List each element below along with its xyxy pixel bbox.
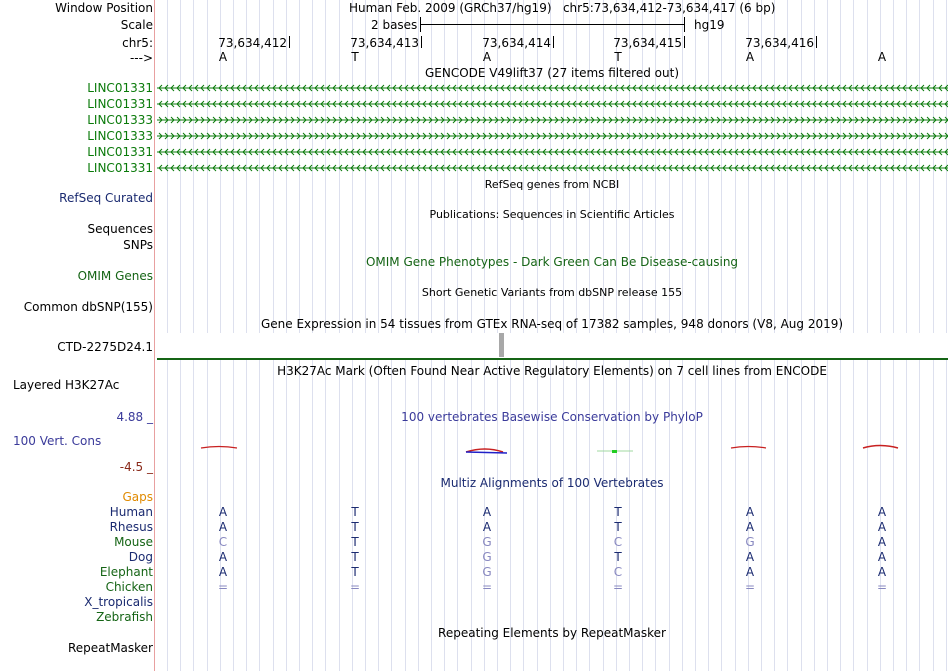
multiz-aligned-base: A (218, 565, 228, 579)
multiz-aligned-base: A (218, 520, 228, 534)
multiz-species-label[interactable]: Dog (128, 550, 153, 564)
gencode-transcript-label[interactable]: LINC01331 (87, 161, 153, 175)
ruler-tick (553, 36, 554, 48)
multiz-aligned-base: A (218, 550, 228, 564)
multiz-aligned-base: A (877, 565, 887, 579)
assembly-label: hg19 (694, 18, 725, 32)
multiz-aligned-base: = (876, 580, 888, 594)
chromosome-label: chr5: (122, 36, 153, 50)
window-position-value[interactable]: Human Feb. 2009 (GRCh37/hg19) chr5:73,634,412-73,634,417 (6 bp) (349, 1, 776, 15)
multiz-aligned-base: T (351, 520, 359, 534)
ruler-tick (684, 36, 685, 48)
gencode-transcript-feature[interactable] (157, 98, 948, 110)
scale-bar-left-cap (420, 17, 421, 32)
gtex-track-area[interactable] (157, 333, 948, 359)
multiz-species-label[interactable]: X_tropicalis (84, 595, 153, 609)
multiz-aligned-base: = (481, 580, 493, 594)
phylop-peak-2-low (466, 452, 507, 453)
multiz-aligned-base: A (482, 520, 492, 534)
multiz-species-label[interactable]: Rhesus (109, 520, 153, 534)
multiz-aligned-base: T (614, 520, 622, 534)
multiz-species-label[interactable]: Human (109, 505, 153, 519)
multiz-species-label[interactable]: Chicken (105, 580, 153, 594)
gencode-transcript-label[interactable]: LINC01333 (87, 129, 153, 143)
ruler-coordinate: 73,634,415 (613, 36, 682, 50)
dbsnp-track-title: Short Genetic Variants from dbSNP release 155 (421, 286, 683, 299)
multiz-aligned-base: A (877, 505, 887, 519)
multiz-aligned-base: G (745, 535, 755, 549)
reference-base: A (218, 50, 228, 64)
multiz-track-title: Multiz Alignments of 100 Vertebrates (440, 476, 664, 490)
multiz-aligned-base: T (351, 550, 359, 564)
phylop-track-title: 100 vertebrates Basewise Conservation by PhyloP (401, 410, 703, 424)
multiz-aligned-base: A (745, 565, 755, 579)
scale-label: Scale (120, 18, 153, 32)
multiz-aligned-base: = (744, 580, 756, 594)
multiz-aligned-base: A (877, 550, 887, 564)
multiz-aligned-base: = (612, 580, 624, 594)
multiz-aligned-base: T (351, 565, 359, 579)
multiz-gaps-label[interactable]: Gaps (122, 490, 153, 504)
multiz-aligned-base: G (482, 550, 492, 564)
gencode-transcript-feature[interactable] (157, 114, 948, 126)
gencode-transcript-label[interactable]: LINC01331 (87, 145, 153, 159)
ruler-coordinate: 73,634,414 (482, 36, 551, 50)
multiz-aligned-base: A (482, 505, 492, 519)
gencode-transcript-feature[interactable] (157, 130, 948, 142)
multiz-aligned-base: C (613, 565, 623, 579)
ruler-coordinate: 73,634,413 (350, 36, 419, 50)
gencode-track-title: GENCODE V49lift37 (27 items filtered out) (424, 66, 680, 80)
dbsnp-track-label[interactable]: Common dbSNP(155) (23, 300, 153, 314)
multiz-aligned-base: = (217, 580, 229, 594)
gencode-transcript-label[interactable]: LINC01331 (87, 97, 153, 111)
multiz-aligned-base: A (877, 520, 887, 534)
phylop-min-label: -4.5 _ (119, 460, 153, 474)
strand-label: ---> (129, 51, 153, 65)
multiz-aligned-base: C (218, 535, 228, 549)
gtex-track-title: Gene Expression in 54 tissues from GTEx RNA-seq of 17382 samples, 948 donors (V8, Aug 2019) (260, 317, 844, 331)
multiz-aligned-base: A (745, 550, 755, 564)
multiz-aligned-base: T (614, 505, 622, 519)
multiz-aligned-base: A (877, 535, 887, 549)
repeatmasker-track-title: Repeating Elements by RepeatMasker (438, 626, 666, 640)
multiz-species-label[interactable]: Elephant (99, 565, 153, 579)
gencode-transcript-label[interactable]: LINC01331 (87, 81, 153, 95)
label-separator (154, 0, 155, 671)
refseq-track-title: RefSeq genes from NCBI (484, 178, 620, 191)
snps-track-label[interactable]: SNPs (123, 238, 153, 252)
ruler-tick (421, 36, 422, 48)
reference-base: A (745, 50, 755, 64)
gtex-baseline (157, 358, 948, 360)
reference-base: A (877, 50, 887, 64)
reference-base: A (482, 50, 492, 64)
gencode-transcript-feature[interactable] (157, 162, 948, 174)
reference-base: T (614, 50, 622, 64)
window-position-label: Window Position (55, 1, 153, 15)
multiz-aligned-base: A (745, 505, 755, 519)
multiz-aligned-base: G (482, 565, 492, 579)
multiz-species-label[interactable]: Mouse (114, 535, 153, 549)
repeatmasker-track-label[interactable]: RepeatMasker (67, 641, 153, 655)
multiz-aligned-base: G (482, 535, 492, 549)
multiz-aligned-base: A (745, 520, 755, 534)
omim-track-title: OMIM Gene Phenotypes - Dark Green Can Be Disease-causing (365, 255, 739, 269)
gtex-gene-marker[interactable] (499, 333, 504, 357)
phylop-track-label[interactable]: 100 Vert. Cons (13, 434, 102, 448)
multiz-aligned-base: T (351, 535, 359, 549)
h3k27ac-track-label[interactable]: Layered H3K27Ac (13, 378, 120, 392)
gencode-transcript-feature[interactable] (157, 146, 948, 158)
multiz-aligned-base: T (614, 550, 622, 564)
omim-track-label[interactable]: OMIM Genes (77, 269, 153, 283)
h3k27ac-track-title: H3K27Ac Mark (Often Found Near Active Regulatory Elements) on 7 cell lines from ENCODE (277, 364, 827, 378)
gtex-track-label[interactable]: CTD-2275D24.1 (57, 340, 153, 354)
scale-value: 2 bases (371, 18, 418, 32)
refseq-track-label[interactable]: RefSeq Curated (59, 191, 153, 205)
ruler-tick (816, 36, 817, 48)
gencode-transcript-label[interactable]: LINC01333 (87, 113, 153, 127)
scale-bar (420, 24, 684, 25)
multiz-aligned-base: T (351, 505, 359, 519)
reference-base: T (351, 50, 359, 64)
multiz-aligned-base: A (218, 505, 228, 519)
publications-track-label[interactable]: Sequences (87, 222, 153, 236)
scale-bar-right-cap (684, 17, 685, 32)
multiz-aligned-base: C (613, 535, 623, 549)
ruler-coordinate: 73,634,416 (745, 36, 814, 50)
gencode-transcript-feature[interactable] (157, 82, 948, 94)
multiz-species-label[interactable]: Zebrafish (96, 610, 153, 624)
ruler-coordinate: 73,634,412 (218, 36, 287, 50)
ruler-tick (289, 36, 290, 48)
multiz-aligned-base: = (349, 580, 361, 594)
publications-track-title: Publications: Sequences in Scientific Articles (429, 208, 675, 221)
phylop-max-label: 4.88 _ (116, 410, 153, 424)
